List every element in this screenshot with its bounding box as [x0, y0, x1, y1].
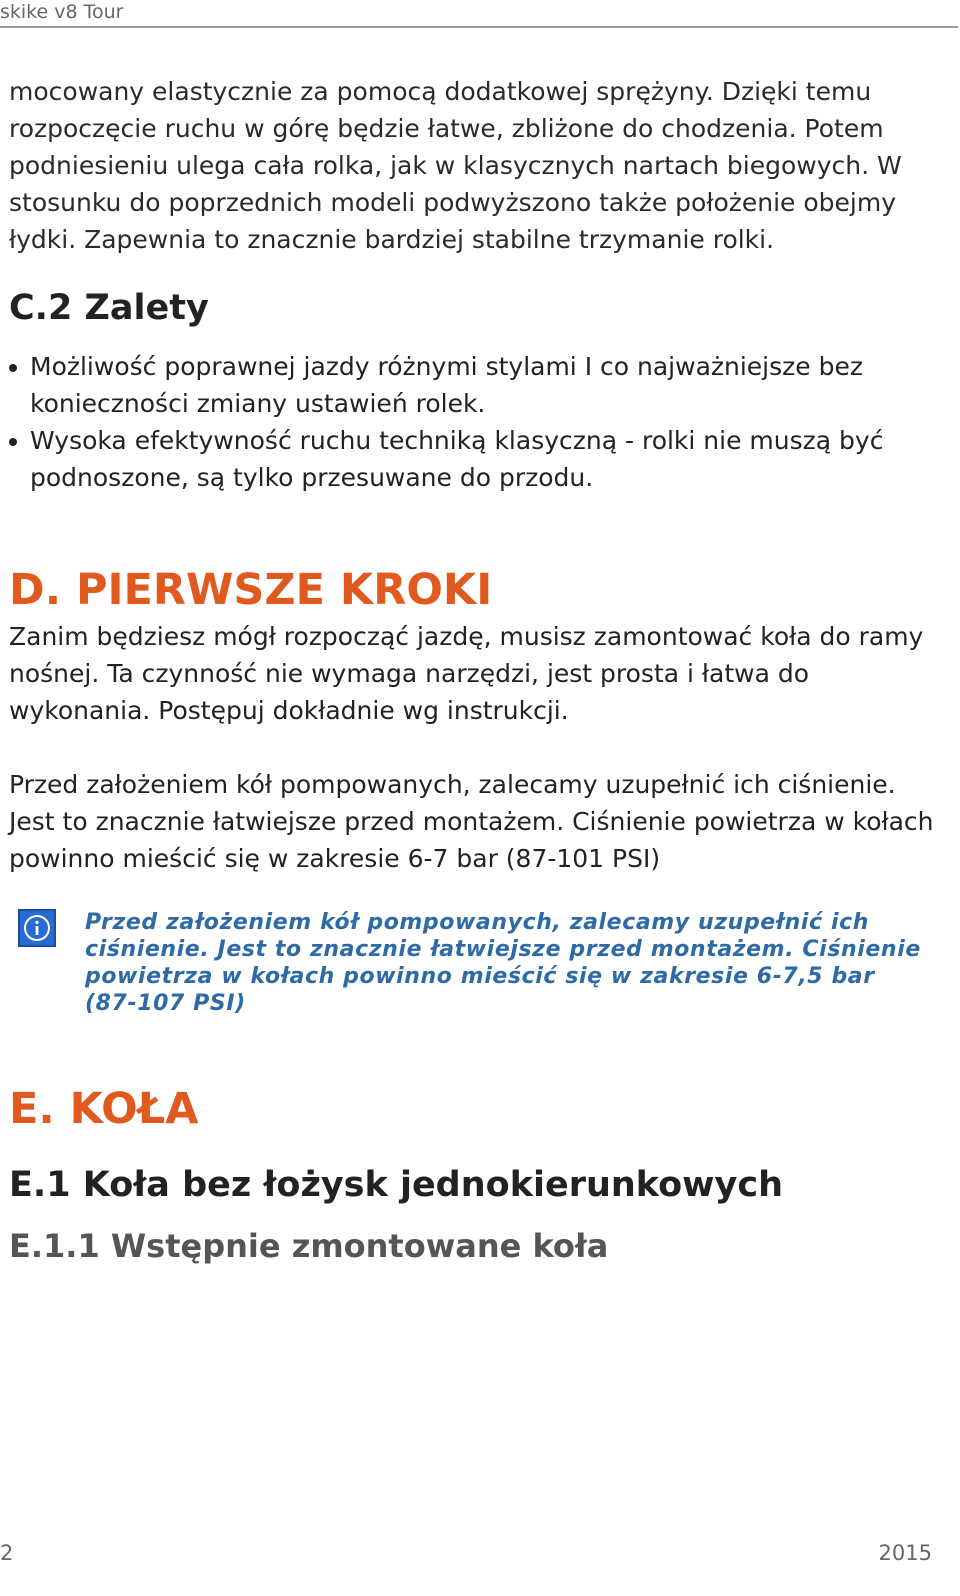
section-e11-heading: E.1.1 Wstępnie zmontowane koła [9, 1227, 609, 1265]
advantages-list [9, 348, 944, 496]
section-e-heading: E. KOŁA [9, 1084, 199, 1134]
bullet-icon [9, 364, 17, 372]
intro-paragraph: mocowany elastycznie za pomocą dodatkowej sprężyny. Dzięki temu rozpoczęcie ruchu w górę będzie łatwe, zbliżone do chodzenia. Potem podniesieniu ulega cała rolka, jak w klasycznych nartach biegowych. W stosunku do poprzednich modeli podwyższono także położenie obejmy łydki. Zapewnia to znacznie bardziej stabilne trzymanie rolki. [9, 77, 902, 254]
info-note-text: Przed założeniem kół pompowanych, zalecamy uzupełnić ich ciśnienie. Jest to znacznie łatwiejsze przed montażem. Ciśnienie powietrza w kołach powinno mieścić się w zakresie 6-7,5 bar (87-107 PSI) [85, 910, 921, 1016]
list-item: Możliwość poprawnej jazdy różnymi stylami I co najważniejsze bez konieczności zmiany ustawień rolek. [9, 348, 944, 422]
info-icon [18, 909, 56, 947]
section-c2-heading: C.2 Zalety [9, 288, 209, 328]
bullet-icon [9, 438, 17, 446]
list-item: Wysoka efektywność ruchu techniką klasyczną - rolki nie muszą być podnoszone, są tylko przesuwane do przodu. [9, 422, 944, 496]
page-content [9, 73, 944, 1269]
section-d-paragraph-2: Przed założeniem kół pompowanych, zalecamy uzupełnić ich ciśnienie. Jest to znacznie łatwiejsze przed montażem. Ciśnienie powietrza w kołach powinno mieścić się w zakresie 6-7 bar (87-101 PSI) [9, 770, 934, 873]
page-header [0, 0, 958, 28]
footer-year: 2015 [878, 1541, 932, 1565]
section-d-heading: D. PIERWSZE KROKI [9, 565, 493, 615]
section-d-paragraph-1: Zanim będziesz mógł rozpocząć jazdę, musisz zamontować koła do ramy nośnej. Ta czynność nie wymaga narzędzi, jest prosta i łatwa do wykonania. Postępuj dokładnie wg instrukcji. [9, 622, 924, 725]
section-e1-heading: E.1 Koła bez łożysk jednokierunkowych [9, 1165, 783, 1205]
document-title: skike v8 Tour [0, 1, 124, 23]
info-note [9, 909, 944, 1021]
page-number: 2 [0, 1541, 14, 1565]
